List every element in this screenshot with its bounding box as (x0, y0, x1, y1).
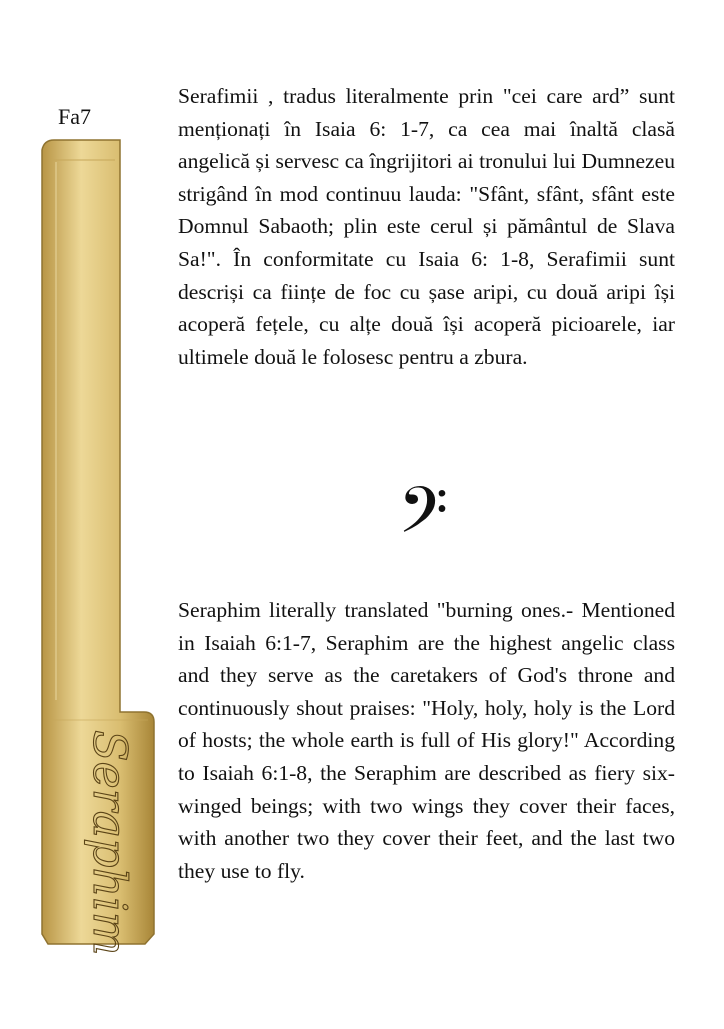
bar-label: Fa7 (58, 104, 91, 129)
romanian-paragraph: Serafimii , tradus literalmente prin "cei care ard” sunt menționați în Isaia 6: 1-7, ca cea mai înaltă clasă angelică și servesc ca îngrijitori ai tronului lui Dumnezeu strigând în mod continuu lauda: "Sfânt, sfânt, sfânt este Domnul Sabaoth; plin este cerul și pământul de Slava Sa!". În conformitate cu Isaia 6: 1-8, Serafimii sunt descriși ca ființe de foc cu șase aripi, cu două aripi își acoperă fețele, cu alțe două își acoperă picioarele, iar ultimele două le folosesc pentru a zbura. (178, 84, 675, 369)
bass-clef-icon: 𝄢 (398, 474, 449, 564)
english-paragraph: Seraphim literally translated "burning ones.- Mentioned in Isaiah 6:1-7, Seraphim are the highest angelic class and they serve as the caretakers of God's throne and continuously shout praises: "Holy, holy, holy is the Lord of hosts; the whole earth is full of His glory!" According to Isaiah 6:1-8, the Seraphim are described as fiery six-winged beings; with two wings they cover their faces, with another two they cover their feet, and the last two they use to fly. (178, 598, 675, 883)
seraphim-engraving: Seraphim (83, 730, 137, 956)
